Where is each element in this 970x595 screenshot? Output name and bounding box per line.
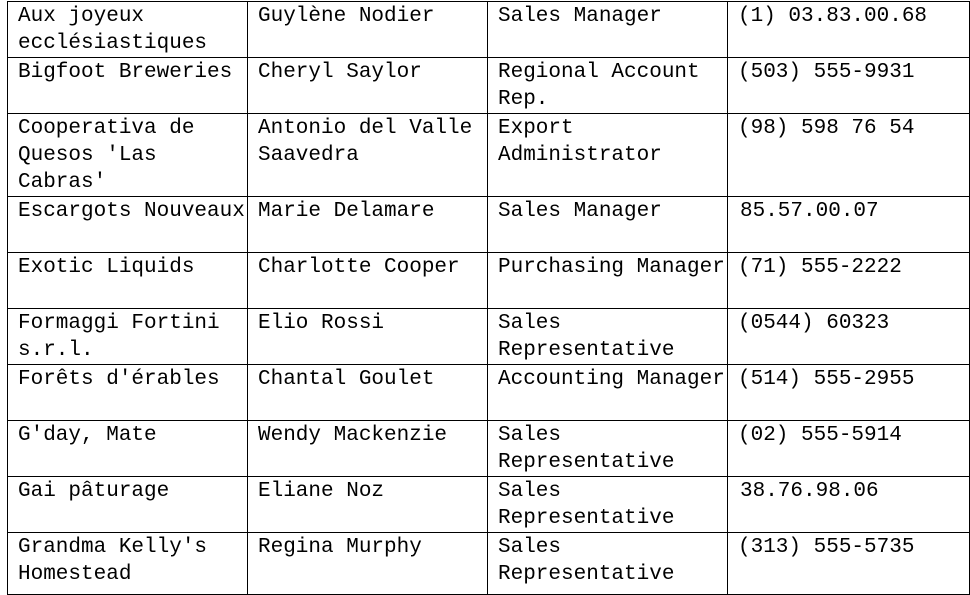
company-cell: Formaggi Fortini s.r.l. xyxy=(8,309,248,365)
table-row xyxy=(8,2,970,58)
company-cell: Grandma Kelly's Homestead xyxy=(8,533,248,595)
title-cell: Sales Representative xyxy=(488,477,728,533)
contact-cell: Chantal Goulet xyxy=(248,365,488,421)
company-cell: Exotic Liquids xyxy=(8,253,248,309)
company-cell: Cooperativa de Quesos 'Las Cabras' xyxy=(8,114,248,197)
contact-cell: Regina Murphy xyxy=(248,533,488,595)
phone-cell: 38.76.98.06 xyxy=(728,477,970,533)
company-cell: Forêts d'érables xyxy=(8,365,248,421)
contact-cell: Guylène Nodier xyxy=(248,2,488,58)
table-row xyxy=(8,533,970,595)
company-cell: G'day, Mate xyxy=(8,421,248,477)
contact-cell: Cheryl Saylor xyxy=(248,58,488,114)
contact-cell: Wendy Mackenzie xyxy=(248,421,488,477)
table-row xyxy=(8,197,970,253)
phone-cell: (02) 555-5914 xyxy=(728,421,970,477)
title-cell: Sales Representative xyxy=(488,309,728,365)
title-cell: Export Administrator xyxy=(488,114,728,197)
company-cell: Bigfoot Breweries xyxy=(8,58,248,114)
contact-cell: Antonio del Valle Saavedra xyxy=(248,114,488,197)
contact-cell: Charlotte Cooper xyxy=(248,253,488,309)
contact-cell: Elio Rossi xyxy=(248,309,488,365)
contact-cell: Eliane Noz xyxy=(248,477,488,533)
contact-cell: Marie Delamare xyxy=(248,197,488,253)
title-cell: Sales Representative xyxy=(488,421,728,477)
table-row xyxy=(8,309,970,365)
company-cell: Aux joyeux ecclésiastiques xyxy=(8,2,248,58)
phone-cell: (71) 555-2222 xyxy=(728,253,970,309)
title-cell: Purchasing Manager xyxy=(488,253,728,309)
phone-cell: (503) 555-9931 xyxy=(728,58,970,114)
company-cell: Gai pâturage xyxy=(8,477,248,533)
title-cell: Sales Representative xyxy=(488,533,728,595)
supplier-contacts-table xyxy=(7,1,970,595)
phone-cell: (0544) 60323 xyxy=(728,309,970,365)
phone-cell: (98) 598 76 54 xyxy=(728,114,970,197)
phone-cell: (514) 555-2955 xyxy=(728,365,970,421)
table-row xyxy=(8,58,970,114)
table-row xyxy=(8,365,970,421)
table-row xyxy=(8,253,970,309)
title-cell: Regional Account Rep. xyxy=(488,58,728,114)
phone-cell: (313) 555-5735 xyxy=(728,533,970,595)
table-row xyxy=(8,421,970,477)
phone-cell: (1) 03.83.00.68 xyxy=(728,2,970,58)
title-cell: Sales Manager xyxy=(488,197,728,253)
table-row xyxy=(8,477,970,533)
company-cell: Escargots Nouveaux xyxy=(8,197,248,253)
title-cell: Accounting Manager xyxy=(488,365,728,421)
table-row xyxy=(8,114,970,197)
title-cell: Sales Manager xyxy=(488,2,728,58)
phone-cell: 85.57.00.07 xyxy=(728,197,970,253)
